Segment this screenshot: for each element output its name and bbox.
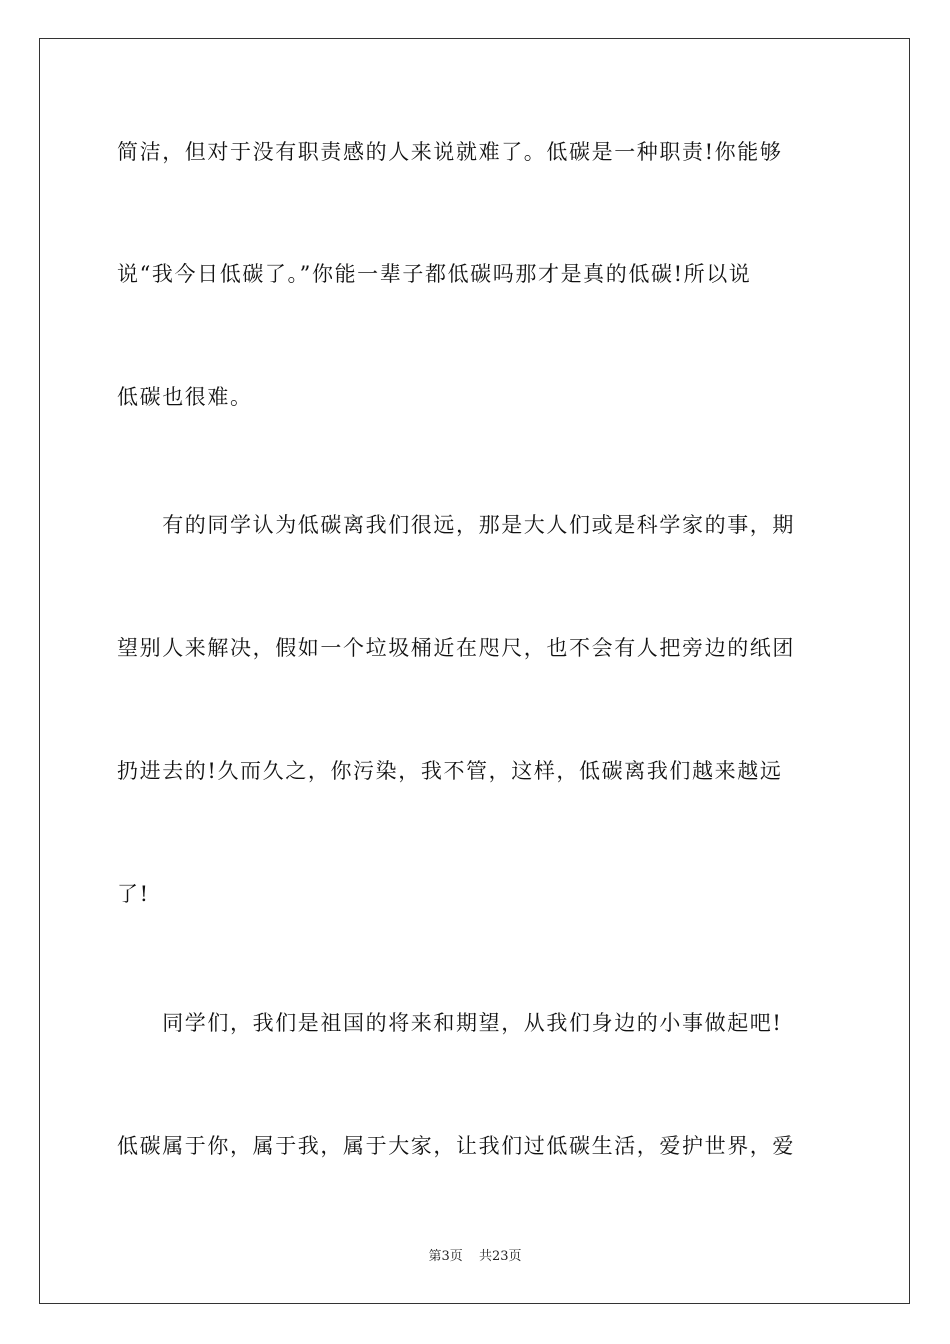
page-border <box>39 38 910 1304</box>
page-footer <box>0 1248 950 1266</box>
text-line-2: 说“我今日低碳了。”你能一辈子都低碳吗那才是真的低碳!所以说 <box>117 262 752 286</box>
text-line-8: 同学们，我们是祖国的将来和期望，从我们身边的小事做起吧! <box>117 1011 783 1035</box>
text-line-1: 简洁，但对于没有职责感的人来说就难了。低碳是一种职责!你能够 <box>117 140 783 164</box>
page-number: 第3页 <box>428 1249 463 1264</box>
text-line-5: 望别人来解决，假如一个垃圾桶近在咫尺，也不会有人把旁边的纸团 <box>117 636 795 660</box>
text-line-6: 扔进去的!久而久之，你污染，我不管，这样，低碳离我们越来越远 <box>117 759 783 783</box>
page-total: 共23页 <box>478 1249 522 1264</box>
text-line-7: 了! <box>117 882 150 906</box>
text-line-4: 有的同学认为低碳离我们很远，那是大人们或是科学家的事，期 <box>117 513 795 537</box>
text-line-9: 低碳属于你，属于我，属于大家，让我们过低碳生活，爱护世界，爱 <box>117 1134 795 1158</box>
text-line-3: 低碳也很难。 <box>117 385 253 409</box>
